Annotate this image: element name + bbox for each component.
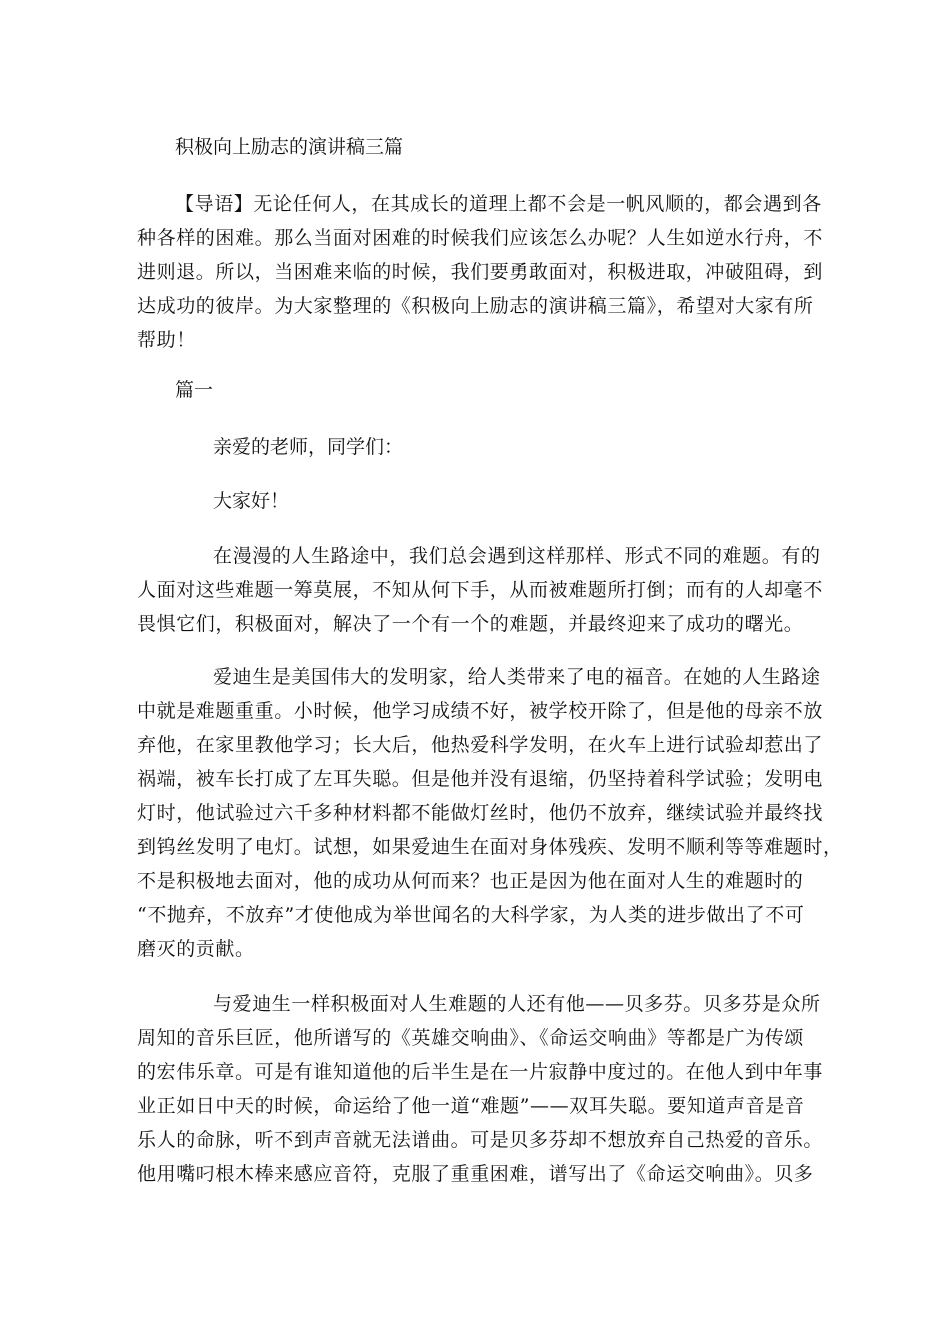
paragraph-line: 他用嘴叼根木棒来感应音符，克服了重重困难，谱写出了《命运交响曲》。贝多 <box>137 1163 814 1185</box>
intro-line: 进则退。所以，当困难来临的时候，我们要勇敢面对，积极进取，冲破阻碍，到 <box>137 261 824 283</box>
paragraph-line: “不抛弃，不放弃”才使他成为举世闻名的大科学家，为人类的进步做出了不可 <box>137 904 805 926</box>
paragraph-line: 周知的音乐巨匠，他所谱写的《英雄交响曲》、《命运交响曲》等都是广为传颂 <box>137 1027 805 1049</box>
paragraph-line: 乐人的命脉，听不到声音就无法谱曲。可是贝多芬却不想放弃自己热爱的音乐。 <box>137 1129 824 1151</box>
intro-line: 帮助！ <box>137 329 196 351</box>
section-heading: 篇一 <box>175 379 214 401</box>
intro-line: 【导语】无论任何人，在其成长的道理上都不会是一帆风顺的，都会遇到各 <box>175 193 822 215</box>
paragraph-3 <box>137 987 824 1191</box>
paragraph-line: 祸端，被车长打成了左耳失聪。但是他并没有退缩，仍坚持着科学试验；发明电 <box>137 768 824 790</box>
greeting: 大家好！ <box>213 490 290 512</box>
paragraph-line: 与爱迪生一样积极面对人生难题的人还有他——贝多芬。贝多芬是众所 <box>213 993 821 1015</box>
paragraph-line: 爱迪生是美国伟大的发明家，给人类带来了电的福音。在她的人生路途 <box>213 666 821 688</box>
paragraph-2 <box>137 660 843 966</box>
paragraph-line: 磨灭的贡献。 <box>137 938 255 960</box>
document-title: 积极向上励志的演讲稿三篇 <box>175 136 404 158</box>
intro-line: 达成功的彼岸。为大家整理的《积极向上励志的演讲稿三篇》，希望对大家有所 <box>137 295 814 317</box>
paragraph-line: 中就是难题重重。小时候，他学习成绩不好，被学校开除了，但是他的母亲不放 <box>137 700 824 722</box>
paragraph-1 <box>137 539 824 641</box>
paragraph-line: 弃他，在家里教他学习；长大后，他热爱科学发明，在火车上进行试验却惹出了 <box>137 734 824 756</box>
paragraph-line: 的宏伟乐章。可是有谁知道他的后半生是在一片寂静中度过的。在他人到中年事 <box>137 1061 824 1083</box>
paragraph-line: 不是积极地去面对，他的成功从何而来？也正是因为他在面对人生的难题时的 <box>137 870 804 892</box>
paragraph-line: 到钨丝发明了电灯。试想，如果爱迪生在面对身体残疾、发明不顺利等等难题时， <box>137 836 843 858</box>
intro-line: 种各样的困难。那么当面对困难的时候我们应该怎么办呢？人生如逆水行舟，不 <box>137 227 824 249</box>
paragraph-line: 在漫漫的人生路途中，我们总会遇到这样那样、形式不同的难题。有的 <box>213 545 821 567</box>
paragraph-line: 灯时，他试验过六千多种材料都不能做灯丝时，他仍不放弃，继续试验并最终找 <box>137 802 824 824</box>
paragraph-line: 人面对这些难题一筹莫展，不知从何下手，从而被难题所打倒；而有的人却毫不 <box>137 579 824 601</box>
intro-paragraph <box>137 187 824 357</box>
paragraph-line: 业正如日中天的时候，命运给了他一道“难题”——双耳失聪。要知道声音是音 <box>137 1095 805 1117</box>
paragraph-line: 畏惧它们，积极面对，解决了一个有一个的难题，并最终迎来了成功的曙光。 <box>137 613 804 635</box>
salutation: 亲爱的老师，同学们： <box>213 436 404 458</box>
